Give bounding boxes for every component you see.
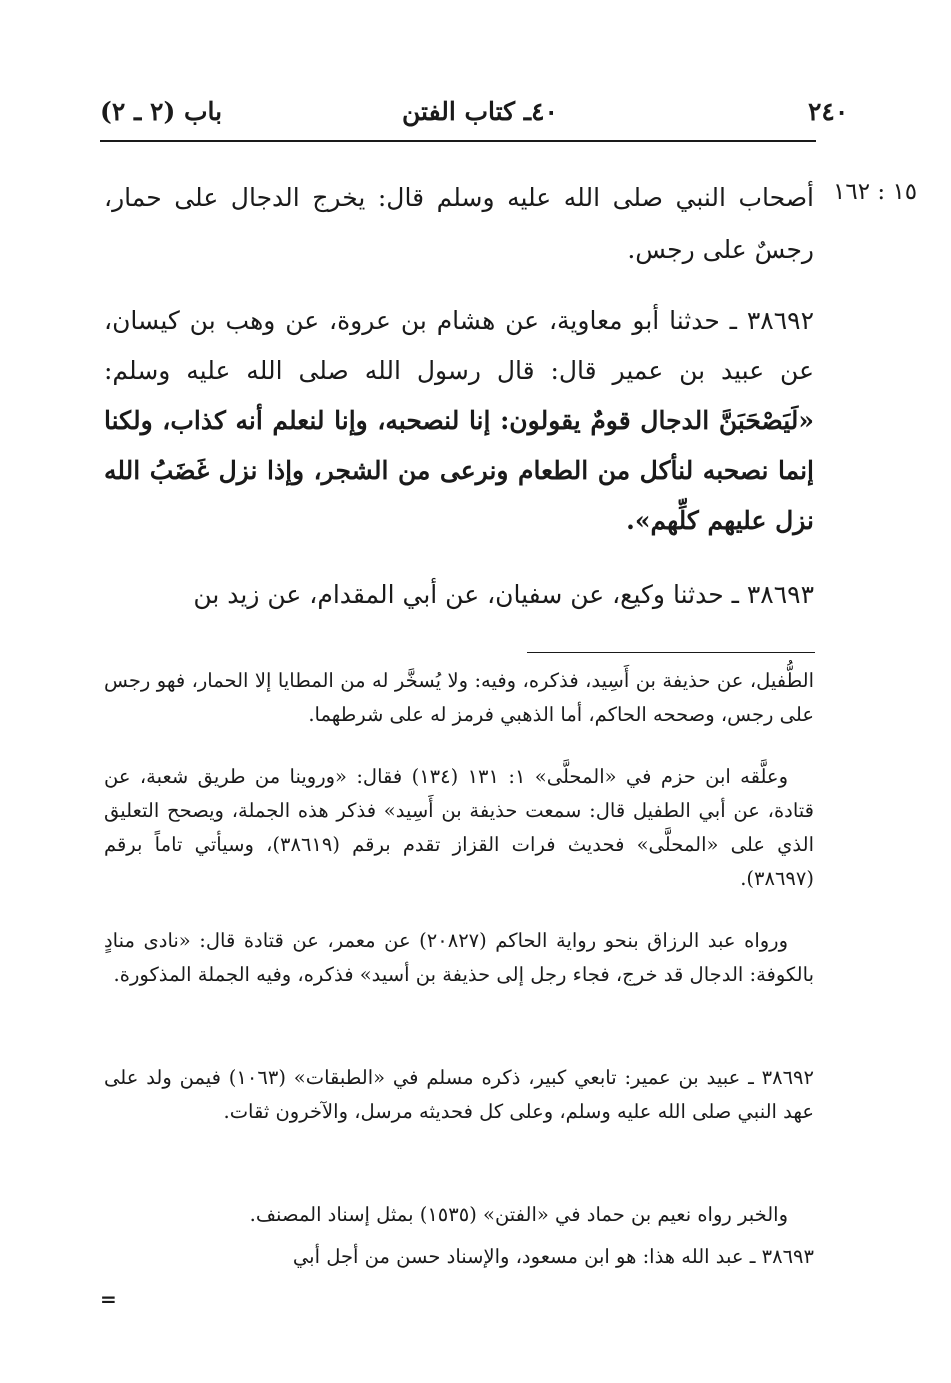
- header-rule: [100, 140, 816, 142]
- paragraph-38693: ٣٨٦٩٣ ـ حدثنا وكيع، عن سفيان، عن أبي المقدام، عن زيد بن: [193, 580, 814, 609]
- footnote-5: والخبر رواه نعيم بن حماد في «الفتن» (١٥٣٥) بمثل إسناد المصنف.: [249, 1203, 788, 1226]
- continuation-mark: =: [100, 1287, 117, 1311]
- footnote-separator: [527, 652, 815, 653]
- footnote-6: ٣٨٦٩٣ ـ عبد الله هذا: هو ابن مسعود، والإسناد حسن من أجل أبي: [292, 1245, 814, 1268]
- margin-reference: ١٥ : ١٦٢: [833, 179, 918, 205]
- page-number: ٢٤٠: [808, 97, 849, 126]
- footnote-4: ٣٨٦٩٢ ـ عبيد بن عمير: تابعي كبير، ذكره مسلم في «الطبقات» (١٠٦٣) فيمن ولد على عهد النبي صلى الله عليه وسلم، وعلى كل فحديثه مرسل، والآخرون ثقات.: [104, 1066, 815, 1123]
- book-title: ٤٠ـ كتاب الفتن: [402, 97, 558, 126]
- paragraph-38692: [104, 296, 814, 546]
- isnad-text: ٣٨٦٩٢ ـ حدثنا أبو معاوية، عن هشام بن عروة، عن وهب بن كيسان، عن عبيد بن عمير قال: قال رسول الله صلى الله عليه وسلم:: [104, 306, 814, 385]
- footnote-2: وعلَّقه ابن حزم في «المحلَّى» ١: ١٣١ (١٣٤) فقال: «وروينا من طريق شعبة، عن قتادة، عن أبي الطفيل قال: سمعت حذيفة بن أَسِيد» فذكر هذه الجملة، ويصحح التعليق الذي على «المحلَّى» فحديث فرات القزاز تقدم برقم (٣٨٦١٩)، وسيأتي تاماً برقم (٣٨٦٩٧).: [104, 765, 815, 890]
- footnote-3: ورواه عبد الرزاق بنحو رواية الحاكم (٢٠٨٢٧) عن معمر، عن قتادة قال: «نادى منادٍ بالكوفة: الدجال قد خرج، فجاء رجل إلى حذيفة بن أسيد» فذكره، وفيه الجملة المذكورة.: [104, 929, 814, 986]
- hadith-text: «لَيَصْحَبَنَّ الدجال قومٌ يقولون: إنا لنصحبه، وإنا لنعلم أنه كذاب، ولكنا إنما نصحبه لنأكل من الطعام ونرعى من الشجر، وإذا نزل غَضَبُ الله نزل عليهم كلِّهم».: [104, 406, 814, 535]
- chapter-label: باب (٢ ـ ٢): [100, 97, 223, 126]
- footnote-1: الطُّفيل، عن حذيفة بن أَسِيد، فذكره، وفيه: ولا يُسخَّر له من المطايا إلا الحمار، فهو رجس على رجس، وصححه الحاكم، أما الذهبي فرمز له على شرطهما.: [104, 669, 814, 726]
- paragraph-1: أصحاب النبي صلى الله عليه وسلم قال: يخرج الدجال على حمار، رجسٌ على رجس.: [104, 183, 814, 264]
